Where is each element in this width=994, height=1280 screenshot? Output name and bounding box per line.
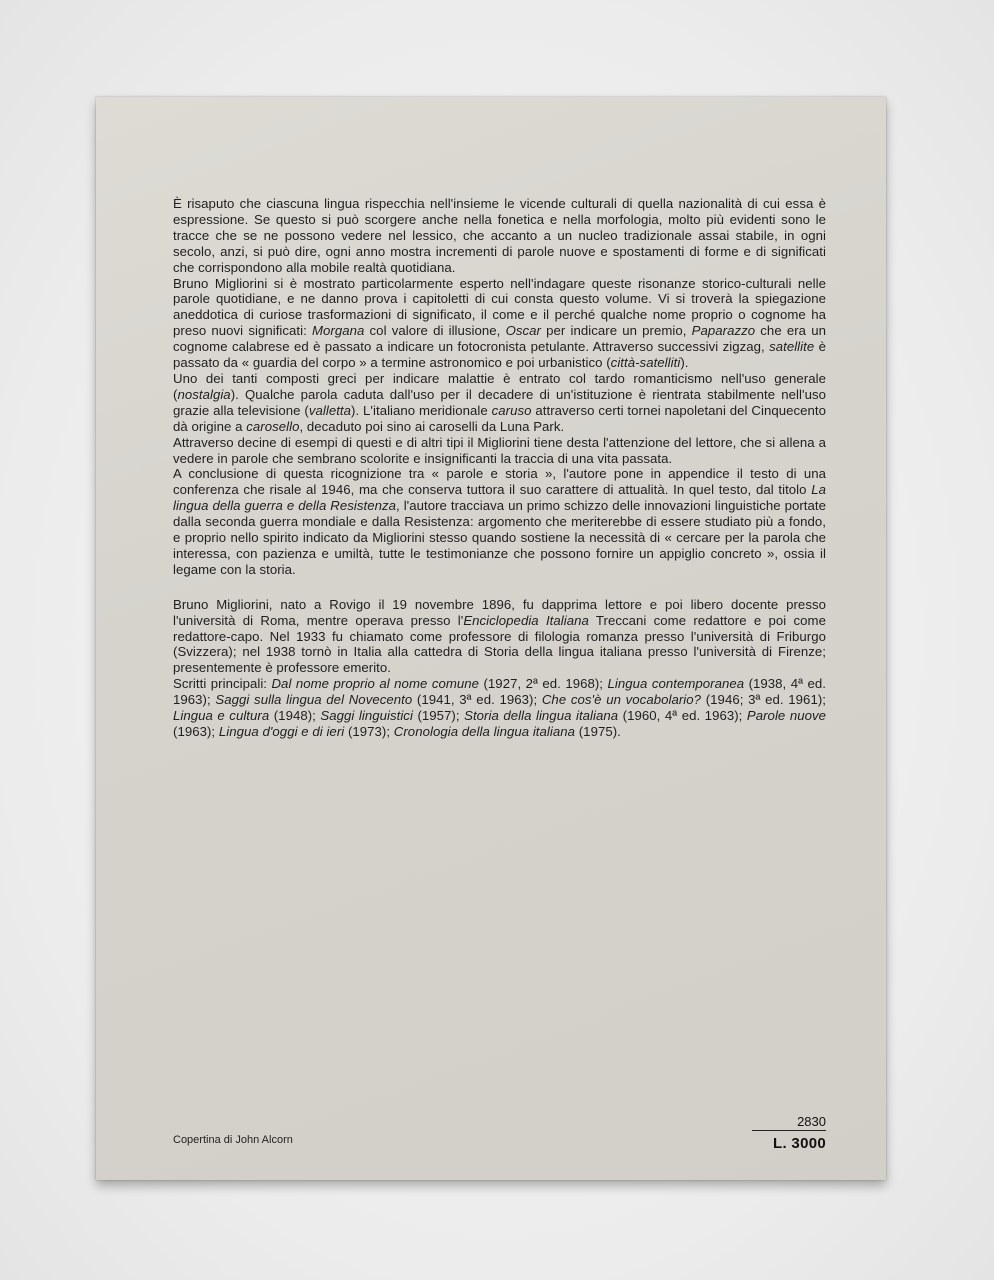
text-run: (1973); xyxy=(344,724,394,739)
italic-text: Morgana xyxy=(311,323,365,339)
text-run: , decaduto poi sino ai caroselli da Luna Park. xyxy=(299,418,565,434)
text-run: A conclusione di questa ricognizione tra « parole e storia », l'autore pone in appendice il testo di una conferenza che risale al 1946, ma che conserva tuttora il suo carattere di attualità. In quel testo, dal titolo xyxy=(173,466,826,498)
cover-credit: Copertina di John Alcorn xyxy=(173,1134,293,1146)
text-run: che era un cognome calabrese ed è passato a indicare un fotocronista petulante. Attraverso successivi zigzag, xyxy=(173,323,826,355)
paragraph xyxy=(173,466,826,577)
italic-text: La lingua della guerra e della Resistenza xyxy=(173,482,826,514)
text-run: col valore di illusione, xyxy=(364,323,506,339)
text-run: (1957); xyxy=(412,708,465,724)
italic-text: Storia della lingua italiana xyxy=(464,708,619,724)
paragraph xyxy=(173,276,826,371)
italic-text: Lingua d'oggi e di ieri xyxy=(218,724,345,739)
text-run: , l'autore tracciava un primo schizzo delle innovazioni linguistiche portate dalla seconda guerra mondiale e dalla Resistenza: argomento che meriterebbe di essere studiato più a fondo, e proprio nello spirito indicato da Migliorini stesso quando sostiene la necessità di « cercare per la parola che interessa, con pazienza e umiltà, tutte le testimonianze che possono fornire un appiglio concreto », ossia il legame con la storia. xyxy=(173,498,826,577)
text-run: (1948); xyxy=(269,708,321,724)
italic-text: Enciclopedia Italiana xyxy=(463,612,589,628)
italic-text: città-satelliti xyxy=(610,355,681,371)
italic-text: Dal nome proprio al nome comune xyxy=(271,676,480,692)
text-run: attraverso certi tornei napoletani del Cinquecento dà origine a xyxy=(173,402,826,434)
text-run: ). Qualche parola caduta dall'uso per il decadere di un'istituzione è rientrata stabilmente nell'uso grazie alla televisione ( xyxy=(173,386,826,418)
text-run: (1946; 3ª ed. 1961); xyxy=(701,692,826,708)
text-run: ). L'italiano meridionale xyxy=(351,402,492,418)
text-run: Bruno Migliorini, nato a Rovigo il 19 novembre 1896, fu dapprima lettore e poi libero docente presso l'università di Roma, mentre operava presso l' xyxy=(173,596,826,628)
text-run: (1975). xyxy=(575,724,621,739)
text-run: per indicare un premio, xyxy=(540,323,692,339)
author-bio-paragraph xyxy=(173,597,826,677)
text-run: Uno dei tanti composti greci per indicare malattie è entrato col tardo romanticismo nell'uso generale ( xyxy=(173,370,826,402)
blurb-text xyxy=(173,196,826,740)
italic-text: Parole nuove xyxy=(746,708,826,724)
italic-text: Cronologia della lingua italiana xyxy=(393,724,576,739)
bibliography-paragraph xyxy=(173,676,826,740)
italic-text: carosello xyxy=(246,418,300,434)
text-run: Scritti principali: xyxy=(173,676,272,692)
text-run: (1941, 3ª ed. 1963); xyxy=(412,692,542,708)
catalog-code: 2830 xyxy=(752,1114,826,1131)
italic-text: Lingua e cultura xyxy=(173,708,270,724)
italic-text: satellite xyxy=(769,339,815,355)
text-run: è passato da « guardia del corpo » a termine astronomico e poi urbanistico ( xyxy=(173,339,826,371)
text-run: Attraverso decine di esempi di questi e di altri tipi il Migliorini tiene desta l'attenzione del lettore, che si allena a vedere in parole che sembrano scolorite e insignificanti la traccia di una vita passata. xyxy=(173,434,826,466)
paragraph xyxy=(173,196,826,276)
italic-text: caruso xyxy=(491,402,532,418)
paragraph xyxy=(173,371,826,435)
price: L. 3000 xyxy=(773,1135,826,1152)
text-run: (1960, 4ª ed. 1963); xyxy=(618,708,747,724)
text-run: (1938, 4ª ed. 1963); xyxy=(173,676,826,708)
text-run: Treccani come redattore e poi come redattore-capo. Nel 1933 fu chiamato come professore di filologia romanza presso l'università di Friburgo (Svizzera); nel 1938 tornò in Italia alla cattedra di Storia della lingua italiana presso l'università di Firenze; presentemente è professore emerito. xyxy=(173,612,826,676)
price-box xyxy=(752,1114,826,1152)
text-run: Bruno Migliorini si è mostrato particolarmente esperto nell'indagare queste risonanze storico-culturali nelle parole quotidiane, e ne danno prova i capitoletti di cui consta questo volume. Vi si troverà la spiegazione aneddotica di curiose trasformazioni di significato, il come e il perché qualche nome proprio o cognome ha preso nuovi significati: xyxy=(173,275,826,339)
italic-text: Che cos'è un vocabolario? xyxy=(541,692,702,708)
italic-text: nostalgia xyxy=(177,386,231,402)
italic-text: Paparazzo xyxy=(691,323,756,339)
italic-text: valletta xyxy=(308,402,352,418)
italic-text: Saggi linguistici xyxy=(320,708,413,724)
italic-text: Oscar xyxy=(505,323,541,339)
paragraph xyxy=(173,435,826,467)
text-run: È risaputo che ciascuna lingua rispecchia nell'insieme le vicende culturali di quella nazionalità di cui essa è espressione. Se questo si può scorgere anche nella fonetica e nella morfologia, molto più evidenti sono le tracce che se ne possono vedere nel lessico, che accanto a un nucleo tradizionale assai stabile, in ogni secolo, anzi, si può dire, ogni anno mostra incrementi di parole nuove e spostamenti di forme e di significati che corrispondono alla mobile realtà quotidiana. xyxy=(173,196,826,275)
text-run: ). xyxy=(680,355,689,371)
text-run: (1963); xyxy=(173,724,219,739)
italic-text: Saggi sulla lingua del Novecento xyxy=(215,692,413,708)
text-run: (1927, 2ª ed. 1968); xyxy=(479,676,608,692)
italic-text: Lingua contemporanea xyxy=(607,676,745,692)
